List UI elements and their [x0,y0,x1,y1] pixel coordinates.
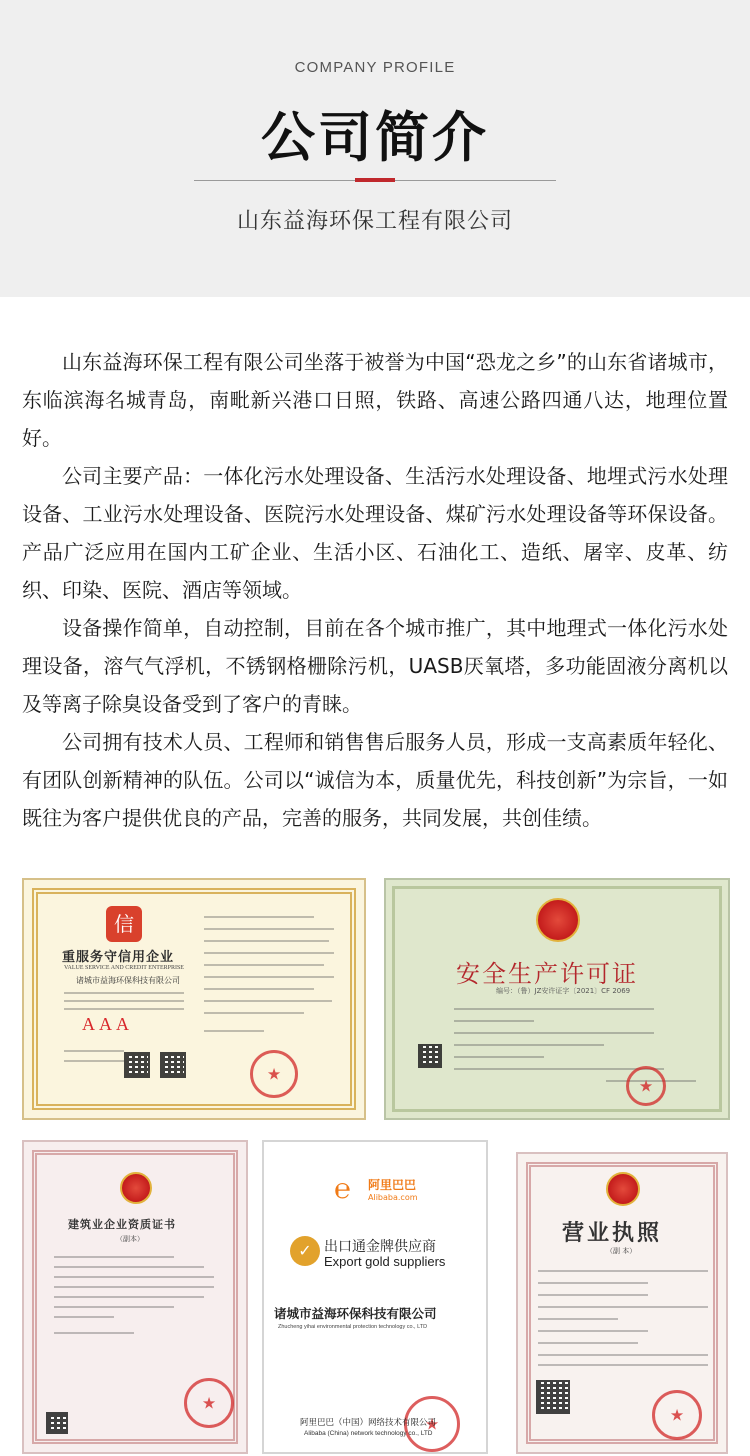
text-line [538,1364,708,1366]
text-line [54,1276,214,1278]
text-line [204,916,314,918]
intro-paragraph: 设备操作简单，自动控制，目前在各个城市推广，其中地理式一体化污水处理设备，溶气气浮机，不锈钢格栅除污机，UASB厌氧塔，多功能固液分离机以及等离子除臭设备受到了客户的青睐。 [22,616,728,716]
national-emblem-icon [120,1172,152,1204]
alibaba-certificate-company-en: Zhucheng yihai environmental protection technology co., LTD [278,1324,428,1330]
header-subtitle: COMPANY PROFILE [294,59,456,76]
text-line [538,1282,648,1284]
business-license-certificate [516,1152,728,1454]
qr-code-icon [124,1052,150,1078]
text-line [54,1286,214,1288]
credit-certificate-company: 诸城市益海环保科技有限公司 [76,976,180,985]
alibaba-gold-supplier-certificate [262,1140,488,1454]
alibaba-certificate-company-cn: 诸城市益海环保科技有限公司 [274,1306,437,1321]
text-line [54,1306,174,1308]
intro-paragraph: 山东益海环保工程有限公司坐落于被誉为中国“恐龙之乡”的山东省诸城市，东临滨海名城青岛，南毗新兴港口日照，铁路、高速公路四通八达，地理位置好。 [22,350,728,450]
text-line [64,1050,124,1052]
text-line [54,1332,134,1334]
text-line [454,1056,544,1058]
text-line [454,1032,654,1034]
company-name: 山东益海环保工程有限公司 [236,209,513,234]
text-line [64,1000,184,1002]
text-line [64,992,184,994]
text-line [538,1306,708,1308]
safety-license-title: 安全生产许可证 [456,960,638,988]
credit-certificate-title: 重服务守信用企业 [62,950,175,965]
text-line [538,1342,638,1344]
company-introduction [22,343,728,837]
national-emblem-icon [536,898,580,942]
text-line [204,940,329,942]
text-line [54,1266,204,1268]
credit-rating: AAA [82,1014,133,1034]
gold-supplier-badge-cn: 出口通金牌供应商 [324,1239,436,1255]
profile-header [0,0,750,297]
construction-certificate-title: 建筑业企业资质证书 [68,1218,176,1231]
text-line [204,964,324,966]
credit-enterprise-certificate [22,878,366,1120]
page-title: 公司简介 [261,106,489,169]
text-line [54,1316,114,1318]
certificate-border [32,888,356,1110]
gold-supplier-check-icon: ✓ [290,1236,320,1266]
business-license-copy-label: （副 本） [606,1247,637,1255]
gold-supplier-badge-en: Export gold suppliers [324,1254,446,1269]
text-line [538,1330,648,1332]
red-seal-icon [250,1050,298,1098]
intro-paragraph: 公司主要产品：一体化污水处理设备、生活污水处理设备、地埋式污水处理设备、工业污水处理设备、医院污水处理设备、煤矿污水处理设备等环保设备。产品广泛应用在国内工矿企业、生活小区、石油化工、造纸、屠宰、皮革、纺织、印染、医院、酒店等领域。 [22,464,728,602]
business-license-title: 营业执照 [562,1221,663,1246]
construction-certificate-copy-label: （副本） [116,1235,144,1243]
text-line [204,976,334,978]
text-line [204,1000,332,1002]
red-seal-icon [184,1378,234,1428]
red-seal-icon [652,1390,702,1440]
title-divider-accent [355,178,395,182]
text-line [454,1044,604,1046]
safety-license-number: 编号：（鲁）JZ安许证字〔2021〕CF 2069 [496,987,631,995]
qr-code-icon [46,1412,68,1434]
alibaba-logo-en: Alibaba.com [368,1193,418,1202]
text-line [454,1020,534,1022]
red-seal-icon [626,1066,666,1106]
alibaba-issuer-cn: 阿里巴巴（中国）网络技术有限公司 [300,1418,437,1428]
text-line [204,1030,264,1032]
text-line [204,928,334,930]
qr-code-icon [160,1052,186,1078]
text-line [204,952,334,954]
safety-production-license [384,878,730,1120]
qr-code-icon [536,1380,570,1414]
credit-logo-icon: 信 [106,906,142,942]
text-line [204,988,314,990]
alibaba-logo-cn: 阿里巴巴 [368,1178,417,1192]
text-line [538,1318,618,1320]
text-line [54,1296,204,1298]
text-line [204,1012,304,1014]
alibaba-issuer-en: Alibaba (China) network technology co., LTD [304,1430,433,1437]
qr-code-icon [418,1044,442,1068]
construction-qualification-certificate [22,1140,248,1454]
text-line [454,1008,654,1010]
text-line [64,1008,184,1010]
alibaba-logo-icon: ℮ [334,1174,351,1205]
text-line [54,1256,174,1258]
intro-paragraph: 公司拥有技术人员、工程师和销售售后服务人员，形成一支高素质年轻化、有团队创新精神的队伍。公司以“诚信为本，质量优先，科技创新”为宗旨，一如既往为客户提供优良的产品，完善的服务，共同发展，共创佳绩。 [22,730,728,830]
national-emblem-icon [606,1172,640,1206]
text-line [64,1060,124,1062]
text-line [538,1270,708,1272]
credit-certificate-subtitle: VALUE SERVICE AND CREDIT ENTERPRISE [64,965,184,971]
text-line [538,1294,648,1296]
text-line [538,1354,708,1356]
